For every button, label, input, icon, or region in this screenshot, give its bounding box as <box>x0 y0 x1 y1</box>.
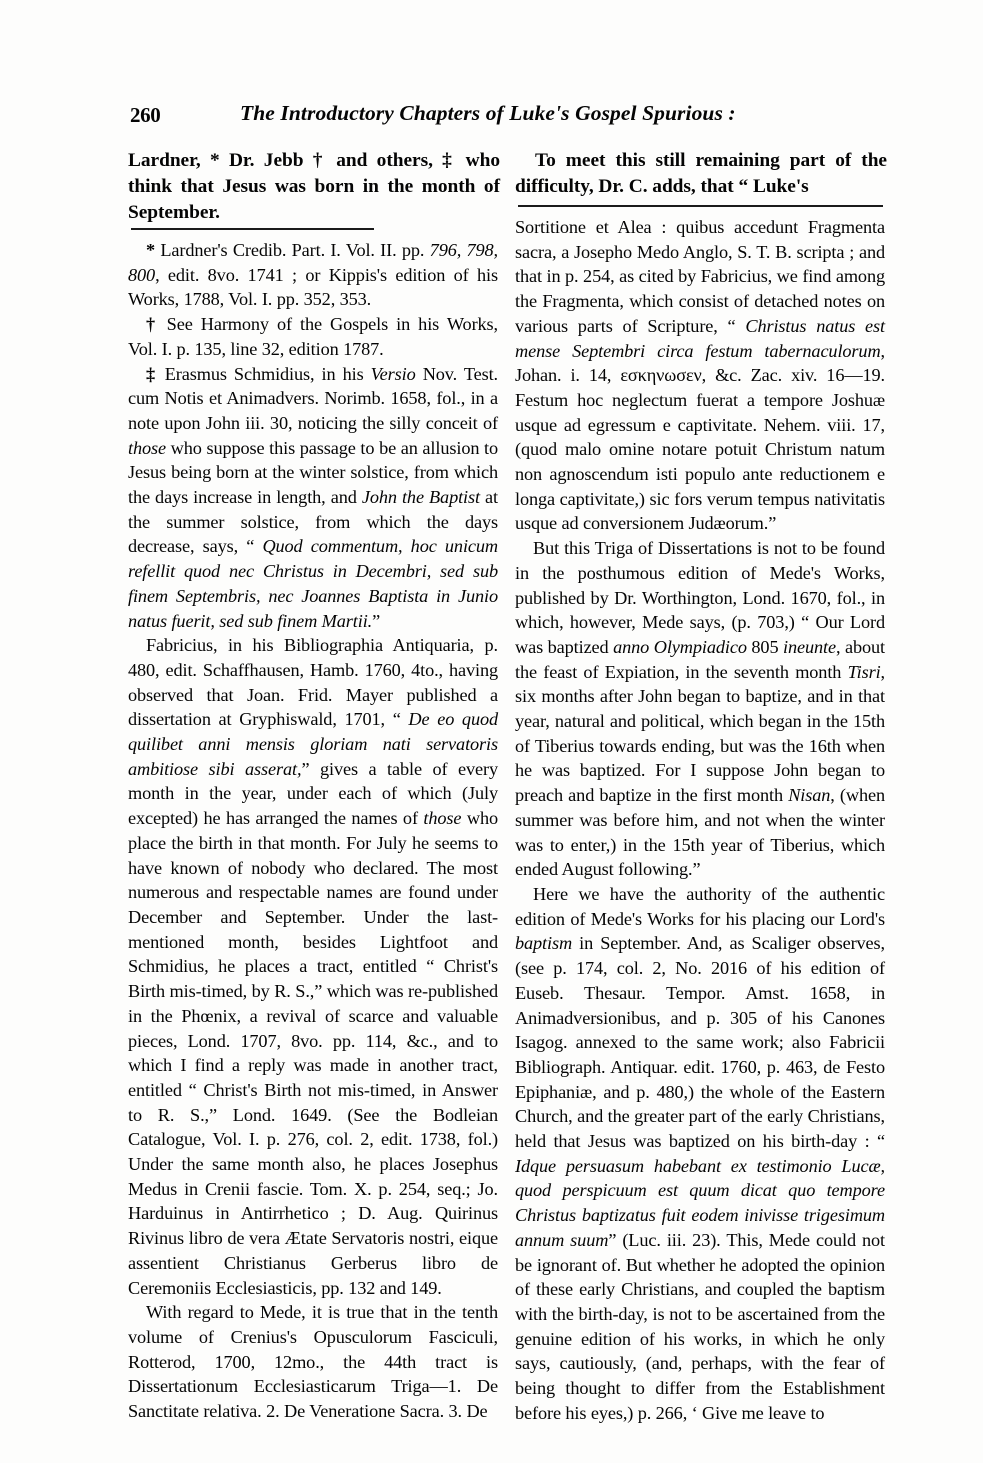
footnote-text: Erasmus Schmidius, in his Versio Nov. Test. cum Notis et Animadvers. Norimb. 1658, fol., in a note upon John iii. 30, noticing the silly conceit of those who suppose this passage to be an allusion to Jesus being born at the winter solstice, from which the days increase in length, and John the Baptist at the summer solstice, from which the days decrease, says, “ Quod commentum, hoc unicum refellit quod nec Christus in Decembri, sed sub finem Septembris, nec Joannes Baptista in Junio natus fuerit, sed sub finem Martii.” <box>128 363 498 631</box>
footnote-item <box>128 362 498 634</box>
page-number: 260 <box>130 103 161 127</box>
body-paragraph: Here we have the authority of the authentic edition of Mede's Works for his placing our Lord's baptism in September. And, as Scaliger observes, (see p. 174, col. 2, No. 2016 of his edition of Euseb. Thesaur. Tempor. Amst. 1658, in Animadversionibus, and p. 305 of his Canones Isagog. annexed to the same work; also Fabricii Bibliograph. Antiquar. edit. 1760, p. 463, de Festo Epiphaniæ, and p. 480,) the whole of the Eastern Church, and the greater part of the early Christians, held that Jesus was baptized on his birth-day : “ Idque persuasum habebant ex testimonio Lucæ, quod perspicuum est quum dicat quo tempore Christus baptizatus fuit eodem inivisse trigesimum annum suum” (Luc. iii. 23). This, Mede could not be ignorant of. But whether he adopted the opinion of these early Christians, and coupled the baptism with the birth-day, is not to be ascertained from the genuine edition of his works, in which he only says, cautiously, (and, perhaps, with the fear of being thought to differ from the Establishment before his eyes,) p. 266, ‘ Give me leave to <box>515 883 886 1423</box>
right-lead-text: To meet this still remaining part of the difficulty, Dr. C. adds, that “ Luke's <box>515 150 887 198</box>
footnote-item <box>128 312 498 361</box>
body-paragraph: But this Triga of Dissertations is not to be found in the posthumous edition of Mede's Works, published by Dr. Worthington, Lond. 1670, fol., in which, however, Mede says, (p. 703,) “ Our Lord was baptized anno Olympiadico 805 ineunte, about the feast of Expiation, in the seventh month Tisri, six months after John began to baptize, and in that year, natural and political, which began in the 15th of Tiberius towards ending, but was the 16th when he was baptized. For I suppose John began to preach and baptize in the first month Nisan, (when summer was before him, and not when the winter was to enter,) in the 15th year of Tiberius, which ended August following.” <box>515 538 886 880</box>
body-paragraph: With regard to Mede, it is true that in the tenth volume of Crenius's Opusculorum Fasciculi, Rotterod, 1700, 12mo., the 44th tract is Dissertationum Ecclesiasticarum Triga—1. De Sanctitate relativa. 2. De Veneratione Sacra. 3. De <box>128 1302 498 1422</box>
body-paragraph: Sortitione et Alea : quibus accedunt Fragmenta sacra, a Josepho Medo Anglo, S. T. B. scripta ; and that in p. 254, as cited by Fabricius, we find among the Fragmenta, which consist of detached notes on various parts of Scripture, “ Christus natus est mense Septembri circa festum tabernaculorum, Johan. i. 14, εσκηνωσεν, &c. Zac. xiv. 16—19. Festum hoc neglectum fuerat a tempore Joshuæ usque ad egressum e captivitate. Nehem. viii. 17, (quod malo omine notare potuit Christum natum non agnoscendum isti populo ante reductionem e longa captivitate,) sic fors verum tempus nativitatis usque ad conversionem Judæorum.” <box>515 217 885 534</box>
footnote-rule-left <box>131 228 374 230</box>
left-lead-text: Lardner, * Dr. Jebb † and others, ‡ who think that Jesus was born in the month of September. <box>128 150 500 224</box>
right-footnote-block <box>515 215 885 1425</box>
footnote-rule-right <box>518 205 883 207</box>
left-lead-paragraph <box>128 148 500 226</box>
footnote-item <box>128 238 498 312</box>
running-head <box>130 101 870 131</box>
footnote-marker: * <box>146 240 156 260</box>
footnote-marker: ‡ <box>146 363 158 384</box>
running-title: The Introductory Chapters of Luke's Gospel Spurious : <box>240 101 736 125</box>
right-column <box>515 148 887 200</box>
left-column <box>128 148 500 226</box>
footnote-text: See Harmony of the Gospels in his Works, Vol. I. p. 135, line 32, edition 1787. <box>128 314 498 359</box>
left-footnote-block <box>128 238 498 1424</box>
body-paragraph: Fabricius, in his Bibliographia Antiquaria, p. 480, edit. Schaffhausen, Hamb. 1760, 4to., having observed that Joan. Frid. Mayer published a dissertation at Gryphiswald, 1701, “ De eo quod quilibet anni mensis gloriam nati servatoris ambitiose sibi asserat,” gives a table of every month in the year, under each of which (July excepted) he has arranged the names of those who place the birth in that month. For July he seems to have known of nobody who declared. The most numerous and respectable names are found under December and September. Under the last-mentioned month, besides Lightfoot and Schmidius, he places a tract, entitled “ Christ's Birth mis-timed, by R. S.,” which was re-published in the Phœnix, a revival of scarce and valuable pieces, Lond. 1707, 8vo. pp. 114, &c., and to which I find a reply was made in another tract, entitled “ Christ's Birth not mis-timed, in Answer to R. S.,” Lond. 1649. (See the Bodleian Catalogue, Vol. I. p. 276, col. 2, edit. 1738, fol.) Under the same month also, he places Josephus Medus in Crenii fascie. Tom. X. p. 254, seq.; Jo. Harduinus in Antirrhetico ; D. Aug. Quirinus Rivinus libro de vera Ætate Servatoris nostri, eique assentient Christianus Gerberus libro de Ceremoniis Ecclesiasticis, pp. 132 and 149. <box>128 635 499 1298</box>
footnote-text: Lardner's Credib. Part. I. Vol. II. pp. 796, 798, 800, edit. 8vo. 1741 ; or Kippis's edition of his Works, 1788, Vol. I. pp. 352, 353. <box>128 240 498 310</box>
right-lead-paragraph <box>515 148 887 200</box>
footnote-marker: † <box>146 314 159 335</box>
